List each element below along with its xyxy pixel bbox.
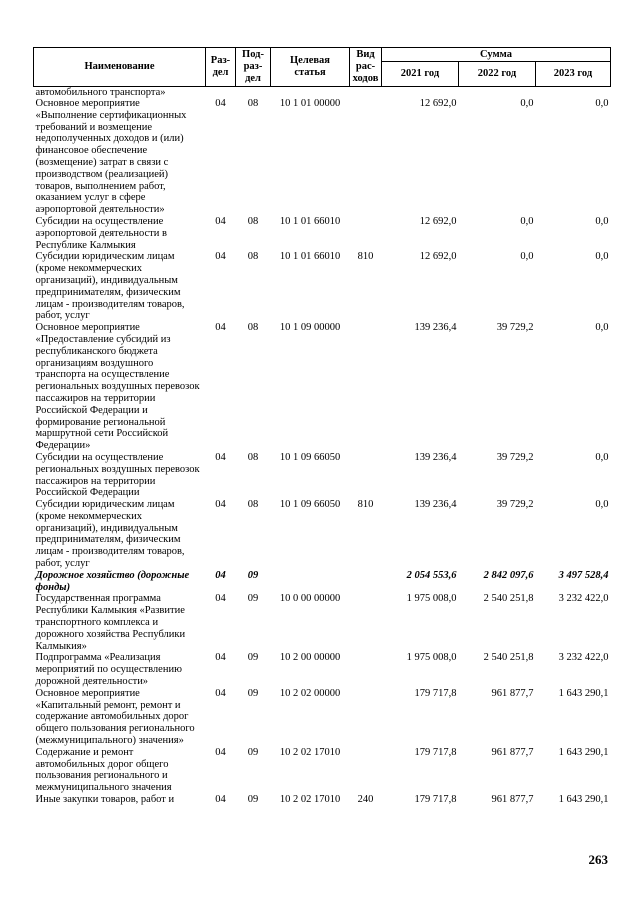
- row-sum-2021: 1 975 008,0: [406, 652, 457, 664]
- row-razdel: 04: [215, 322, 226, 334]
- row-name: Содержание и ремонт автомобильных дорог общего пользования регионального и межмуниципального значения: [35, 746, 172, 794]
- row-sum-2021: [382, 87, 459, 99]
- row-name: Основное мероприятие «Предоставление субсидий из республиканского бюджета организациям воздушного транспорта на осуществление региональных воздушных перевозок пассажиров на территории Российской Федерации и формирование региональной маршрутной сети Российской Федерации»: [35, 322, 200, 452]
- header-year-2023: 2023 год: [536, 62, 611, 87]
- row-sum-2021: 139 236,4: [414, 322, 457, 334]
- row-celevaya-statya: 10 2 00 00000: [279, 652, 341, 664]
- row-sum-2021: 179 717,8: [414, 687, 457, 699]
- table-row: [34, 98, 611, 216]
- row-celevaya-statya: 10 2 02 00000: [279, 687, 341, 699]
- row-name: Дорожное хозяйство (дорожные фонды): [35, 569, 190, 593]
- row-razdel: 04: [215, 569, 226, 581]
- row-name: Субсидии на осуществление аэропортовой деятельности в Республике Калмыкия: [35, 215, 167, 251]
- row-sum-2023: 3 497 528,4: [558, 569, 609, 581]
- row-sum-2022: 2 540 251,8: [483, 593, 534, 605]
- header-podrazdel: Под- раз- дел: [236, 48, 271, 87]
- row-sum-2023: 1 643 290,1: [558, 794, 609, 806]
- row-sum-2023: 0,0: [595, 322, 609, 334]
- row-podrazdel: 08: [247, 251, 259, 263]
- row-sum-2022: 2 842 097,6: [483, 569, 534, 581]
- row-razdel: 04: [215, 251, 226, 263]
- table-row: [34, 499, 611, 570]
- header-vid-rashodov: Вид рас- ходов: [350, 48, 382, 87]
- row-podrazdel: 08: [247, 451, 259, 463]
- row-vid-rashodov: [350, 652, 382, 687]
- table-row: [34, 688, 611, 747]
- row-sum-2023: 1 643 290,1: [558, 687, 609, 699]
- row-sum-2021: 12 692,0: [419, 215, 457, 227]
- row-vid-rashodov: [350, 87, 382, 99]
- page-number: 263: [588, 852, 608, 867]
- row-sum-2022: 2 540 251,8: [483, 652, 534, 664]
- table-header: [34, 48, 611, 87]
- row-sum-2023: 0,0: [595, 499, 609, 511]
- row-podrazdel: 09: [247, 569, 259, 581]
- table-row: [34, 216, 611, 251]
- row-sum-2023: 0,0: [595, 98, 609, 109]
- row-celevaya-statya: 10 1 09 66050: [279, 499, 341, 511]
- row-sum-2021: 2 054 553,6: [406, 569, 457, 581]
- row-sum-2022: 961 877,7: [491, 794, 534, 806]
- row-sum-2021: 1 975 008,0: [406, 593, 457, 605]
- row-sum-2022: 0,0: [520, 251, 534, 263]
- row-vid-rashodov: 810: [357, 251, 374, 263]
- row-celevaya-statya: 10 1 01 66010: [279, 215, 341, 227]
- row-sum-2022: [459, 87, 536, 99]
- row-vid-rashodov: [350, 452, 382, 499]
- row-razdel: 04: [215, 98, 226, 109]
- header-name: Наименование: [34, 48, 206, 87]
- row-name: Субсидии юридическим лицам (кроме некоммерческих организаций), индивидуальным предпринимателям, физическим лицам - производителям товаров, работ, услуг: [35, 499, 185, 570]
- row-vid-rashodov: [350, 688, 382, 747]
- table-row: [34, 322, 611, 452]
- row-podrazdel: 09: [247, 652, 259, 664]
- row-celevaya-statya: 10 2 02 17010: [279, 746, 341, 758]
- row-razdel: 04: [215, 499, 226, 511]
- row-name: Иные закупки товаров, работ и: [35, 794, 175, 806]
- row-name: Субсидии юридическим лицам (кроме некоммерческих организаций), индивидуальным предпринимателям, физическим лицам - производителям товаров, работ, услуг: [35, 251, 185, 322]
- row-sum-2022: 961 877,7: [491, 746, 534, 758]
- row-sum-2023: 1 643 290,1: [558, 746, 609, 758]
- row-podrazdel: [236, 87, 271, 99]
- row-celevaya-statya: [271, 570, 350, 594]
- table-row: [34, 452, 611, 499]
- row-celevaya-statya: 10 1 01 66010: [279, 251, 341, 263]
- row-name: Основное мероприятие «Выполнение сертификационных требований и возмещение недополученных доходов и (или) финансовое обеспечение (возмещение) затрат в связи с производством (реализацией) товаров, выполнением работ, оказанием услуг в сфере аэропортовой деятельности»: [35, 98, 187, 216]
- row-razdel: 04: [215, 652, 226, 664]
- row-name: автомобильного транспорта»: [35, 87, 166, 98]
- row-name: Субсидии на осуществление региональных воздушных перевозок пассажиров на территории Российской Федерации: [35, 451, 200, 499]
- row-sum-2021: 179 717,8: [414, 746, 457, 758]
- row-sum-2021: 12 692,0: [419, 98, 457, 109]
- row-vid-rashodov: [350, 322, 382, 452]
- row-sum-2021: 139 236,4: [414, 499, 457, 511]
- row-podrazdel: 09: [247, 746, 259, 758]
- row-name: Государственная программа Республики Калмыкия «Развитие транспортного комплекса и дорожного хозяйства Республики Калмыкия»: [35, 593, 186, 652]
- row-sum-2023: 0,0: [595, 215, 609, 227]
- row-sum-2022: 961 877,7: [491, 687, 534, 699]
- row-sum-2023: [536, 87, 611, 99]
- row-sum-2022: 39 729,2: [496, 499, 534, 511]
- header-celevaya-statya: Целевая статья: [271, 48, 350, 87]
- table-row: [34, 87, 611, 99]
- row-podrazdel: 08: [247, 322, 259, 334]
- row-celevaya-statya: 10 2 02 17010: [279, 794, 341, 806]
- row-celevaya-statya: 10 1 09 00000: [279, 322, 341, 334]
- row-celevaya-statya: 10 0 00 00000: [279, 593, 341, 605]
- row-sum-2023: 3 232 422,0: [558, 593, 609, 605]
- table-row: [34, 747, 611, 794]
- row-podrazdel: 08: [247, 499, 259, 511]
- budget-table: [33, 47, 611, 806]
- row-sum-2023: 3 232 422,0: [558, 652, 609, 664]
- header-summa: Сумма: [382, 48, 611, 62]
- row-vid-rashodov: 810: [357, 499, 374, 511]
- row-razdel: 04: [215, 746, 226, 758]
- row-name: Подпрограмма «Реализация мероприятий по осуществлению дорожной деятельности»: [35, 652, 182, 688]
- row-vid-rashodov: [350, 593, 382, 652]
- row-celevaya-statya: [271, 87, 350, 99]
- row-vid-rashodov: [350, 98, 382, 216]
- row-celevaya-statya: 10 1 09 66050: [279, 451, 341, 463]
- row-podrazdel: 09: [247, 593, 259, 605]
- row-name: Основное мероприятие «Капитальный ремонт, ремонт и содержание автомобильных дорог общего пользования регионального (межмуниципального) значения»: [35, 687, 195, 747]
- row-vid-rashodov: 240: [357, 794, 374, 806]
- row-razdel: 04: [215, 593, 226, 605]
- row-razdel: 04: [215, 451, 226, 463]
- table-row: [34, 794, 611, 806]
- row-podrazdel: 09: [247, 794, 259, 806]
- row-sum-2021: 12 692,0: [419, 251, 457, 263]
- header-razdel: Раз- дел: [206, 48, 236, 87]
- row-celevaya-statya: 10 1 01 00000: [279, 98, 341, 109]
- row-sum-2021: 179 717,8: [414, 794, 457, 806]
- table-row: [34, 652, 611, 687]
- row-podrazdel: 08: [247, 215, 259, 227]
- row-sum-2023: 0,0: [595, 451, 609, 463]
- row-razdel: 04: [215, 794, 226, 806]
- header-year-2021: 2021 год: [382, 62, 459, 87]
- row-razdel: 04: [215, 687, 226, 699]
- row-sum-2022: 0,0: [520, 215, 534, 227]
- row-vid-rashodov: [350, 216, 382, 251]
- table-body: [34, 87, 611, 806]
- row-sum-2021: 139 236,4: [414, 451, 457, 463]
- row-sum-2023: 0,0: [595, 251, 609, 263]
- row-podrazdel: 09: [247, 687, 259, 699]
- table-row: [34, 251, 611, 322]
- row-podrazdel: 08: [247, 98, 259, 109]
- table-row: [34, 593, 611, 652]
- row-sum-2022: 39 729,2: [496, 451, 534, 463]
- row-sum-2022: 0,0: [520, 98, 534, 109]
- table-row: [34, 570, 611, 594]
- row-sum-2022: 39 729,2: [496, 322, 534, 334]
- row-vid-rashodov: [350, 747, 382, 794]
- row-vid-rashodov: [350, 570, 382, 594]
- header-year-2022: 2022 год: [459, 62, 536, 87]
- row-razdel: [206, 87, 236, 99]
- row-razdel: 04: [215, 215, 226, 227]
